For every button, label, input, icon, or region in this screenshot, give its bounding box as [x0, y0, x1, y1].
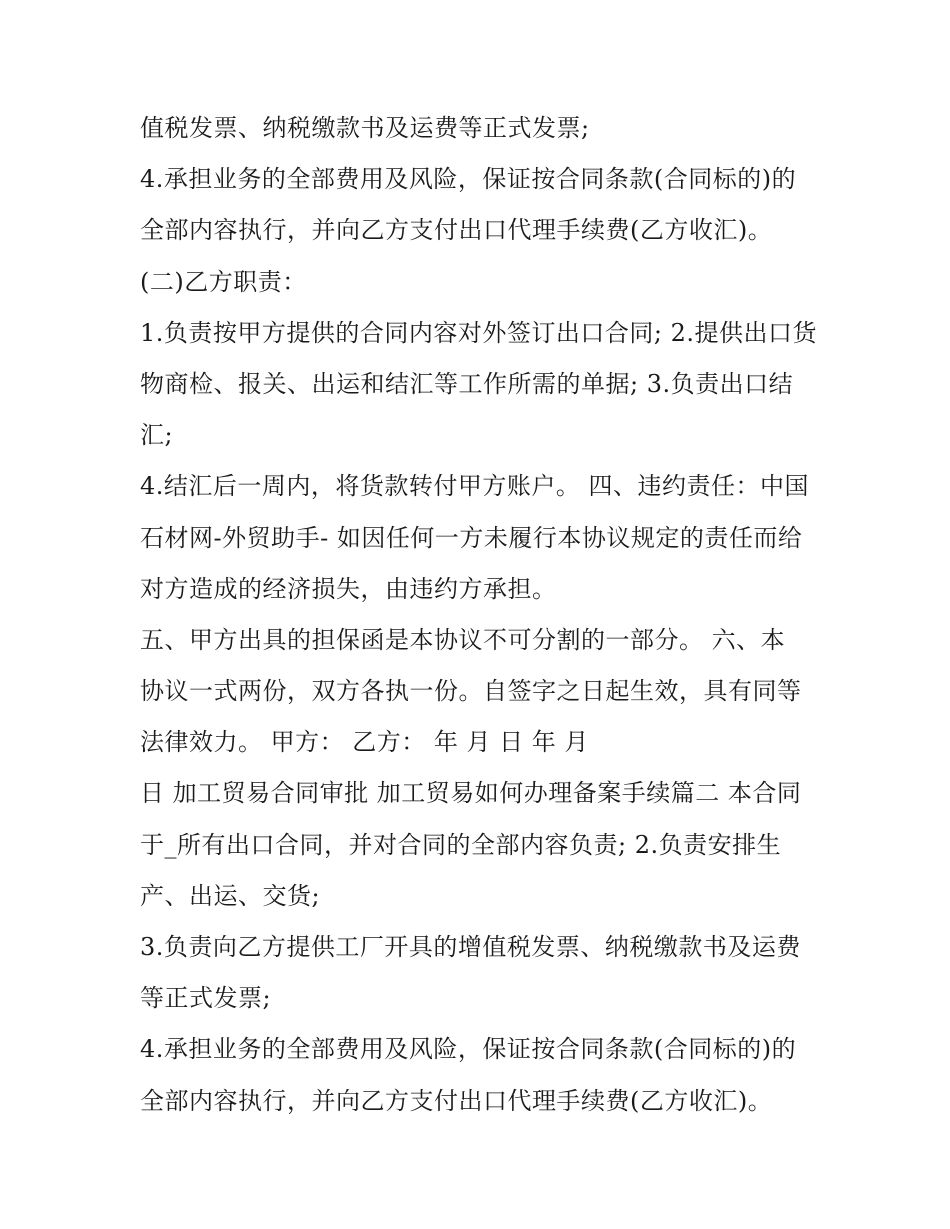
text-line: 法律效力。 甲方： 乙方： 年 月 日 年 月: [140, 728, 589, 757]
text-line: 1.负责按甲方提供的合同内容对外签订出口合同; 2.提供出口货: [140, 318, 818, 347]
document-body: [140, 103, 820, 1127]
text-line: 物商检、报关、出运和结汇等工作所需的单据; 3.负责出口结: [140, 369, 794, 398]
text-line: 汇;: [140, 421, 174, 450]
text-line: 协议一式两份，双方各执一份。自签字之日起生效，具有同等: [140, 677, 802, 706]
text-line: 等正式发票;: [140, 984, 272, 1013]
text-line: 产、出运、交货;: [140, 881, 321, 910]
text-line: 对方造成的经济损失，由违约方承担。: [140, 574, 557, 603]
text-line: 于_所有出口合同，并对合同的全部内容负责; 2.负责安排生: [140, 830, 782, 859]
text-line: 全部内容执行，并向乙方支付出口代理手续费(乙方收汇)。: [140, 216, 773, 245]
text-line: 3.负责向乙方提供工厂开具的增值税发票、纳税缴款书及运费: [140, 933, 801, 961]
section-heading: (二)乙方职责：: [140, 267, 307, 296]
text-line: 4.结汇后一周内，将货款转付甲方账户。 四、违约责任：中国: [140, 472, 810, 501]
text-line: 4.承担业务的全部费用及风险，保证按合同条款(合同标的)的: [140, 1035, 797, 1064]
text-line: 石材网-外贸助手- 如因任何一方未履行本协议规定的责任而给: [140, 523, 803, 552]
text-line: 日 加工贸易合同审批 加工贸易如何办理备案手续篇二 本合同: [140, 779, 802, 808]
text-line: 4.承担业务的全部费用及风险，保证按合同条款(合同标的)的: [140, 165, 797, 194]
text-line: 全部内容执行，并向乙方支付出口代理手续费(乙方收汇)。: [140, 1086, 773, 1115]
text-line: 五、甲方出具的担保函是本协议不可分割的一部分。 六、本: [140, 625, 786, 654]
text-line: 值税发票、纳税缴款书及运费等正式发票;: [140, 114, 590, 142]
